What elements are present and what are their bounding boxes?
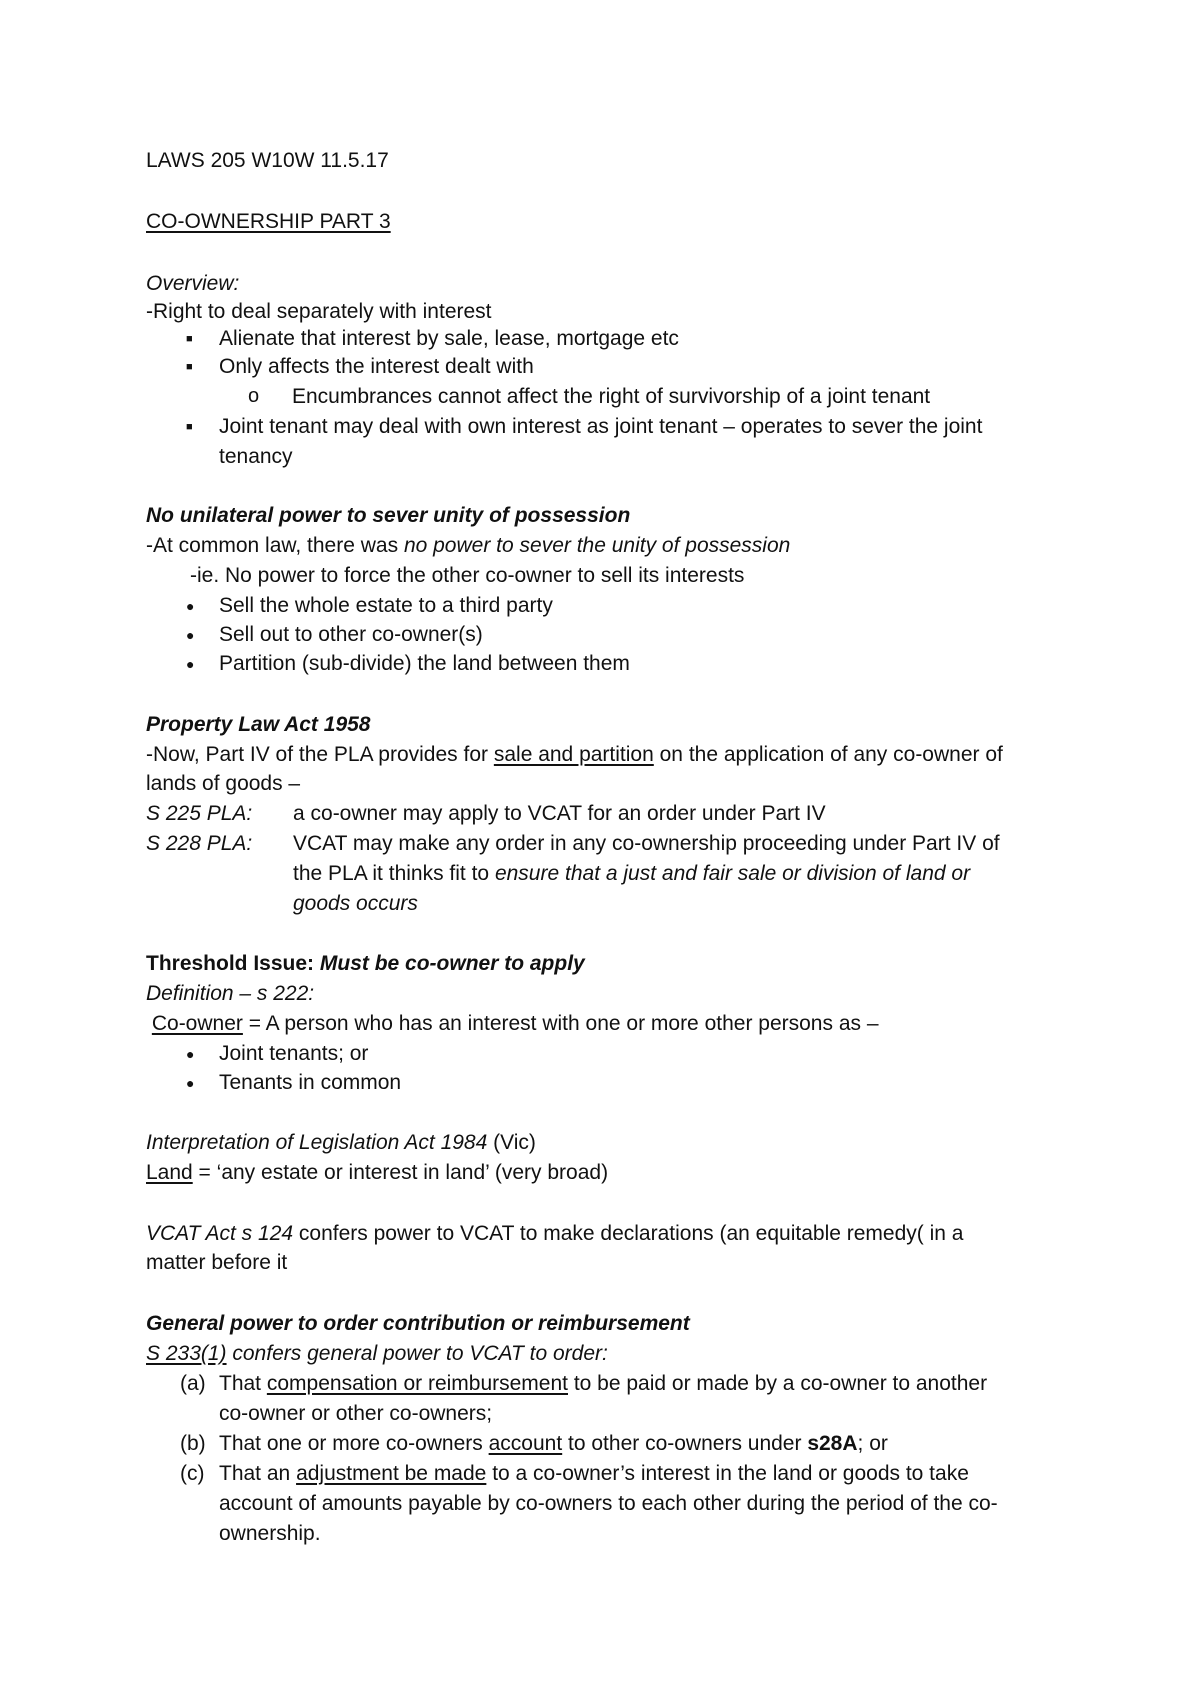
s228-line-2-text: the PLA it thinks fit to — [293, 862, 495, 885]
overview-bullet-2: Only affects the interest dealt with — [219, 355, 534, 378]
unilateral-bullet-2: Sell out to other co-owner(s) — [219, 623, 483, 646]
overview-bullet-3-line1: Joint tenant may deal with own interest as joint tenant – operates to sever the joint — [219, 415, 983, 438]
threshold-definition: Definition – s 222: — [146, 982, 315, 1005]
square-bullet-icon: ■ — [186, 361, 193, 373]
threshold-heading — [146, 950, 585, 978]
dot-bullet-icon: ● — [186, 598, 195, 614]
document-title: CO-OWNERSHIP PART 3 — [146, 210, 391, 233]
vcat-line-2: matter before it — [146, 1251, 288, 1274]
land-def-text: = ‘any estate or interest in land’ (very broad) — [192, 1161, 609, 1184]
overview-bullet-3-line2: tenancy — [219, 445, 293, 468]
vcat-act-italic: VCAT Act s 124 — [146, 1222, 294, 1245]
item-c-underlined: adjustment be made — [296, 1462, 487, 1485]
unilateral-line-text: -At common law, there was — [146, 534, 404, 557]
item-c-line-3: ownership. — [219, 1522, 321, 1545]
pla-heading: Property Law Act 1958 — [146, 713, 371, 736]
threshold-bullet-2: Tenants in common — [219, 1071, 402, 1094]
dot-bullet-icon: ● — [186, 1046, 195, 1062]
s228-label: S 228 PLA: — [146, 832, 253, 855]
item-c-post: to a co-owner’s interest in the land or goods to take — [486, 1462, 969, 1485]
s228-line-2 — [293, 860, 970, 888]
s228-line-2-italic: ensure that a just and fair sale or division of land or — [494, 862, 971, 885]
land-definition — [146, 1159, 608, 1187]
dot-bullet-icon: ● — [186, 627, 195, 643]
item-c-pre: That an — [219, 1462, 297, 1485]
item-a-pre: That — [219, 1372, 267, 1395]
interp-act-italic: Interpretation of Legislation Act 1984 — [146, 1131, 488, 1154]
item-c-line-1 — [219, 1460, 969, 1488]
item-a-line-2: co-owner or other co-owners; — [219, 1402, 493, 1425]
s233-ref: S 233(1) — [146, 1342, 227, 1365]
s228-line-3: goods occurs — [293, 892, 418, 915]
pla-line-1-post: on the application of any co-owner of — [653, 743, 1003, 766]
item-b-mid: to other co-owners under — [562, 1432, 808, 1455]
coowner-term: Co-owner — [151, 1012, 243, 1035]
interp-act-line — [146, 1129, 536, 1157]
item-b-bold: s28A — [807, 1432, 858, 1455]
threshold-heading-bold-italic: Must be co-owner to apply — [319, 952, 585, 975]
item-a-label: (a) — [180, 1372, 206, 1395]
interp-act-post: (Vic) — [487, 1131, 536, 1154]
general-heading: General power to order contribution or reimbursement — [146, 1312, 690, 1335]
pla-line-2: lands of goods – — [146, 772, 301, 795]
s233-line — [146, 1340, 608, 1368]
item-b-post: ; or — [857, 1432, 888, 1455]
square-bullet-icon: ■ — [186, 421, 193, 433]
item-a-post: to be paid or made by a co-owner to another — [568, 1372, 988, 1395]
s225-label: S 225 PLA: — [146, 802, 253, 825]
unilateral-ie-line: -ie. No power to force the other co-owner to sell its interests — [190, 564, 745, 587]
dot-bullet-icon: ● — [186, 1075, 195, 1091]
overview-heading: Overview: — [146, 272, 240, 295]
unilateral-bullet-3: Partition (sub-divide) the land between them — [219, 652, 630, 675]
s233-text: confers general power to VCAT to order: — [226, 1342, 608, 1365]
item-b-underlined: account — [488, 1432, 563, 1455]
threshold-bullet-1: Joint tenants; or — [219, 1042, 369, 1065]
item-a-line-1 — [219, 1370, 987, 1398]
overview-sub-bullet: Encumbrances cannot affect the right of survivorship of a joint tenant — [292, 385, 931, 408]
item-c-label: (c) — [180, 1462, 205, 1485]
overview-bullet-1: Alienate that interest by sale, lease, mortgage etc — [219, 327, 679, 350]
item-a-underlined: compensation or reimbursement — [266, 1372, 568, 1395]
item-b-label: (b) — [180, 1432, 206, 1455]
s225-text: a co-owner may apply to VCAT for an order under Part IV — [293, 802, 826, 825]
s228-line-1: VCAT may make any order in any co-ownership proceeding under Part IV of — [293, 832, 1000, 855]
course-line: LAWS 205 W10W 11.5.17 — [146, 149, 389, 172]
coowner-def-text: = A person who has an interest with one or more other persons as – — [242, 1012, 879, 1035]
vcat-line-1 — [146, 1220, 963, 1248]
pla-line-1 — [146, 741, 1003, 769]
overview-intro: -Right to deal separately with interest — [146, 300, 492, 323]
circle-bullet-icon: o — [248, 385, 260, 407]
dot-bullet-icon: ● — [186, 656, 195, 672]
item-b-line — [219, 1430, 888, 1458]
vcat-line-1-text: confers power to VCAT to make declarations (an equitable remedy( in a — [293, 1222, 964, 1245]
threshold-heading-bold: Threshold Issue: — [146, 952, 320, 975]
land-term: Land — [146, 1161, 193, 1184]
coowner-definition — [146, 1010, 879, 1038]
item-b-pre: That one or more co-owners — [219, 1432, 489, 1455]
item-c-line-2: account of amounts payable by co-owners to each other during the period of the co- — [219, 1492, 998, 1515]
square-bullet-icon: ■ — [186, 333, 193, 345]
pla-line-1-underlined: sale and partition — [493, 743, 654, 766]
unilateral-heading: No unilateral power to sever unity of possession — [146, 504, 631, 527]
unilateral-bullet-1: Sell the whole estate to a third party — [219, 594, 553, 617]
unilateral-line-italic: no power to sever the unity of possession — [403, 534, 791, 557]
unilateral-common-law-line — [146, 532, 790, 560]
pla-line-1-text: -Now, Part IV of the PLA provides for — [146, 743, 494, 766]
